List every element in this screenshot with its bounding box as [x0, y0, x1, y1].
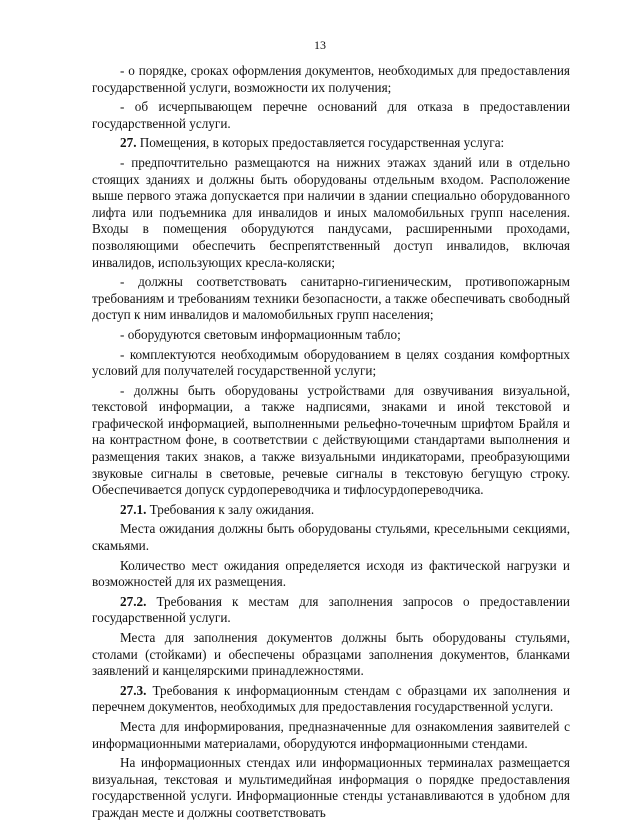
paragraph-text: - комплектуются необходимым оборудованием в целях создания комфортных условий для получателей государственной услуги; [92, 346, 570, 379]
page-number: 13 [314, 38, 326, 52]
paragraph [92, 383, 570, 499]
paragraph-text: Требования к местам для заполнения запросов о предоставлении государственной услуги. [92, 593, 570, 626]
paragraph-number: 27.3. [120, 682, 147, 698]
paragraph-text: - о порядке, сроках оформления документов, необходимых для предоставления государственной услуги, возможности их получения; [92, 63, 570, 95]
paragraph-text: - должны соответствовать санитарно-гигиеническим, противопожарным требованиям и требованиям техники безопасности, а также обеспечивать свободный доступ к ним инвалидов и маломобильных групп населения; [92, 274, 570, 323]
paragraph-text: Места для информирования, предназначенные для ознакомления заявителей с информационными материалами, оборудуются информационными стендами. [92, 718, 570, 751]
paragraph-text: Помещения, в которых предоставляется государственная услуга: [136, 135, 505, 151]
paragraph [92, 755, 570, 821]
paragraph [92, 274, 570, 324]
paragraph [92, 558, 570, 591]
paragraph [92, 63, 570, 96]
paragraph [92, 155, 570, 271]
paragraph-number: 27.1. [120, 501, 147, 517]
document-body [92, 63, 570, 825]
paragraph [92, 521, 570, 554]
paragraph-text: Места ожидания должны быть оборудованы стульями, кресельными секциями, скамьями. [92, 521, 570, 554]
paragraph [92, 683, 570, 716]
paragraph-text: Требования к залу ожидания. [146, 501, 315, 517]
paragraph-text: Количество мест ожидания определяется исходя из фактической нагрузки и возможностей для их размещения. [92, 557, 570, 590]
paragraph-text: - оборудуются световым информационным табло; [120, 326, 401, 342]
paragraph-text: - предпочтительно размещаются на нижних этажах зданий или в отдельно стоящих зданиях и должны быть оборудованы отдельным входом. Расположение выше первого этажа допускается при наличии в здании специально оборудованного лифта или подъемника для инвалидов и иных маломобильных групп населения. Входы в помещения оборудуются пандусами, расширенными проходами, позволяющими обеспечить беспрепятственный доступ инвалидов, включая инвалидов, использующих кресла-коляски; [92, 154, 570, 270]
paragraph [92, 99, 570, 132]
paragraph-text: - должны быть оборудованы устройствами для озвучивания визуальной, текстовой информации, а также надписями, знаками и иной текстовой и графической информацией, выполненными рельефно-точечным шрифтом Брайля и на контрастном фоне, в соответствии с действующими стандартами выполнения и размещения таких знаков, а также визуальными индикаторами, преобразующими звуковые сигналы в световые, речевые сигналы в текстовую бегущую строку. Обеспечивается допуск сурдопереводчика и тифлосурдопереводчика. [92, 382, 570, 498]
paragraph-text: На информационных стендах или информационных терминалах размещается визуальная, текстовая и мультимедийная информация о порядке предоставления государственной услуги. Информационные стенды устанавливаются в удобном для граждан месте и должны соответствовать [92, 755, 570, 820]
paragraph-text: Требования к информационным стендам с образцами их заполнения и перечнем документов, необходимых для предоставления государственной услуги. [92, 682, 570, 715]
paragraph [92, 719, 570, 752]
paragraph [92, 502, 570, 519]
paragraph-number: 27.2. [120, 593, 147, 609]
paragraph-text: Места для заполнения документов должны быть оборудованы стульями, столами (стойками) и обеспечены образцами заполнения документов, бланками заявлений и канцелярскими принадлежностями. [92, 630, 570, 679]
paragraph [92, 594, 570, 627]
paragraph-text: - об исчерпывающем перечне оснований для отказа в предоставлении государственной услуги. [92, 99, 570, 131]
paragraph [92, 135, 570, 152]
paragraph [92, 347, 570, 380]
paragraph [92, 630, 570, 680]
paragraph [92, 327, 570, 344]
paragraph-number: 27. [120, 135, 137, 151]
